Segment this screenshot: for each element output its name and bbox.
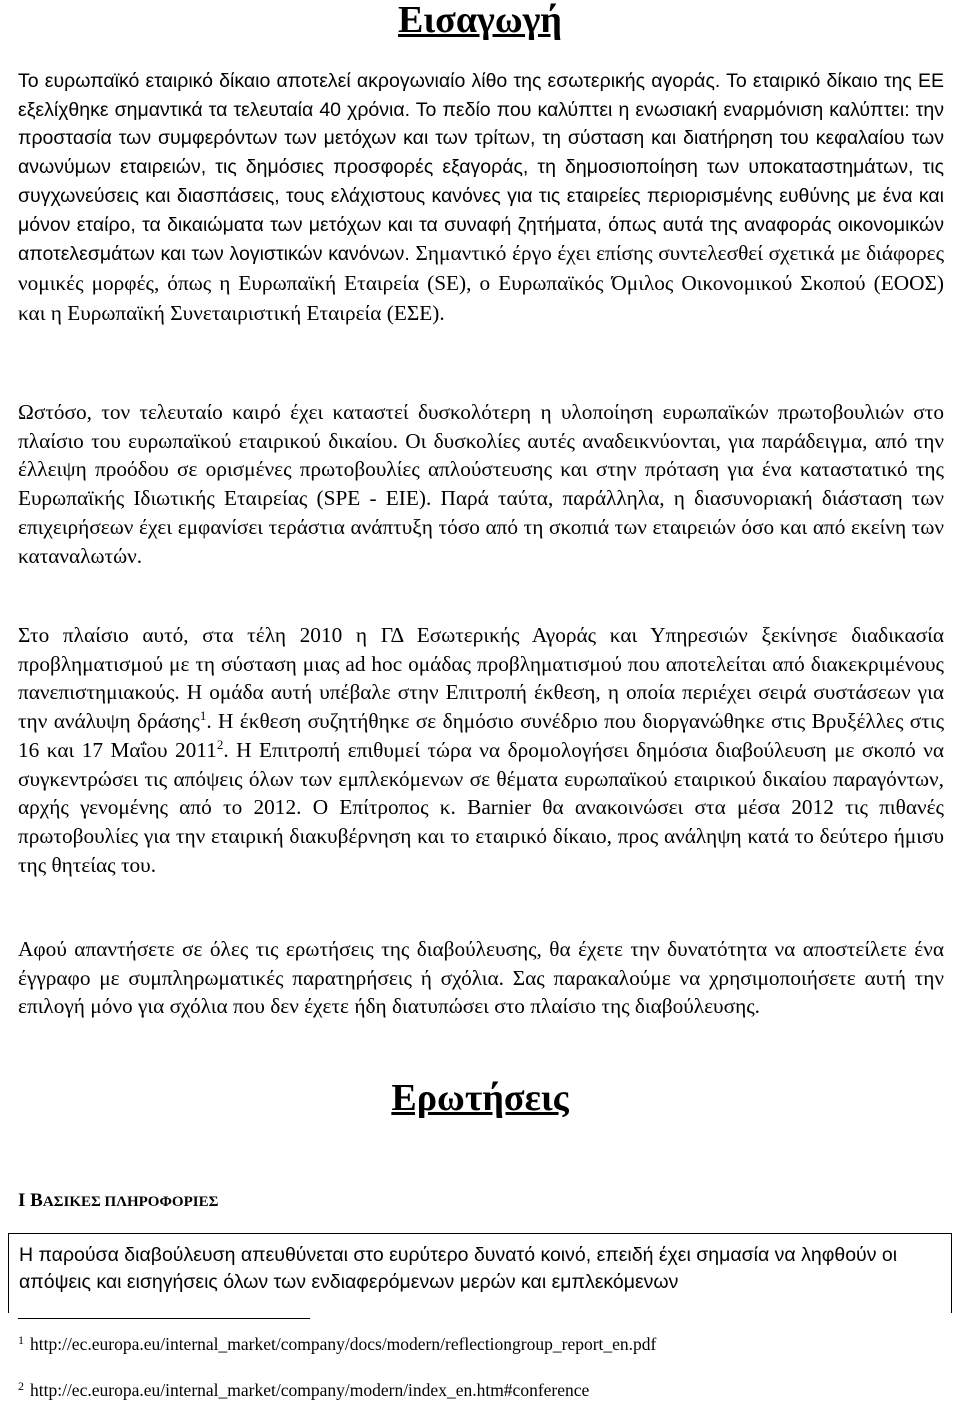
footnote-separator <box>18 1318 310 1319</box>
info-box-text: Η παρούσα διαβούλευση απευθύνεται στο ευρύτερο δυνατό κοινό, επειδή έχει σημασία να ληφθούν οι απόψεις και εισηγήσεις όλων των ενδιαφερόμενων μερών και εμπλεκόμενων <box>19 1244 898 1293</box>
section-number: I <box>18 1190 26 1211</box>
intro-paragraph-2-text-a: Ωστόσο, τον τελευταίο καιρό έχει καταστεί δυσκολότερη η υλοποίηση ευρωπαϊκών πρωτοβουλιών στο πλαίσιο του ευρωπαϊκού εταιρικού δικαίου. <box>18 400 944 453</box>
info-box <box>8 1233 952 1313</box>
intro-paragraph-1 <box>18 67 944 328</box>
intro-paragraph-2-text-b: Οι δυσκολίες αυτές αναδεικνύονται, για παράδειγμα, από την έλλειψη προόδου σε ορισμένες πρωτοβουλίες απλούστευσης και στην πρόταση για ένα καταστατικό της Ευρωπαϊκής Ιδιωτικής Εταιρείας (SPE - ΕΙΕ). Παρά ταύτα, παράλληλα, η διασυνοριακή διάσταση των επιχειρήσεων έχει εμφανίσει τεράστια ανάπτυξη τόσο από τη σκοπιά των εταιρειών όσο και από εκείνη των καταναλωτών. <box>18 428 944 568</box>
footnote-2-link[interactable]: http://ec.europa.eu/internal_market/company/modern/index_en.htm#conference <box>30 1380 590 1400</box>
intro-paragraph-3-text-a: Στο πλαίσιο αυτό, στα τέλη 2010 η ΓΔ Εσωτερικής Αγοράς και Υπηρεσιών ξεκίνησε διαδικασία προβληματισμού με τη σύσταση μιας ad hoc ομάδας προβληματισμού που αποτελείται από διακεκριμένους πανεπιστημιακούς. Η ομάδα αυτή υπέβαλε στην Επιτροπή έκθεση, η οποία περιέχει σειρά συστάσεων για την ανάλυψη δράσης <box>18 623 944 734</box>
intro-paragraph-1-text: Το ευρωπαϊκό εταιρικό δίκαιο αποτελεί ακρογωνιαίο λίθο της εσωτερικής αγοράς. Το εταιρικό δίκαιο της ΕΕ εξελίχθηκε σημαντικά τα τελευταία 40 χρόνια. Το πεδίο που καλύπτει η ενωσιακή εναρμόνιση καλύπτει: την προστασία των συμφερόντων των μετόχων και των τρίτων, τη σύσταση και διατήρηση του κεφαλαίου των ανωνύμων εταιρειών, τις δημόσιες προσφορές εξαγοράς, τη δημοσιοποίηση των υποκαταστημάτων, τις συγχωνεύσεις και διασπάσεις, τους ελάχιστους κανόνες για τις εταιρείες περιορισμένης ευθύνης με ένα και μόνον εταίρο, τα δικαιώματα των μετόχων και τα συναφή ζητήματα, όπως αυτά της αναφοράς οικονομικών αποτελεσμάτων και των λογιστικών κανόνων. <box>18 70 944 266</box>
footnote-ref-2: 2 <box>216 736 224 752</box>
footnote-1-number: 1 <box>18 1333 24 1347</box>
section-heading <box>18 1188 218 1215</box>
footnote-1-link[interactable]: http://ec.europa.eu/internal_market/company/docs/modern/reflectiongroup_report_en.pdf <box>30 1334 657 1354</box>
footnote-2 <box>18 1379 589 1401</box>
intro-paragraph-2 <box>18 398 944 570</box>
intro-paragraph-3-text-b: . Η έκθεση συζητήθηκε σε δημόσιο συνέδριο που διοργανώθηκε στις Βρυξέλλες στις 16 και 17 Μαΐου 2011 <box>18 709 945 762</box>
intro-paragraph-1-text-b: Σημαντικό έργο έχει επίσης συντελεσθεί σχετικά με διάφορες νομικές μορφές, όπως η Ευρωπαϊκή Εταιρεία (SE), ο Ευρωπαϊκός Όμιλος Οικονομικού Σκοπού (ΕΟΟΣ) και η Ευρωπαϊκή Συνεταιριστική Εταιρεία (ΕΣΕ). <box>18 241 944 325</box>
intro-paragraph-3 <box>18 621 944 879</box>
intro-heading: Εισαγωγή <box>398 0 562 41</box>
section-title-first-letter: Β <box>30 1190 43 1211</box>
section-title-rest: ΑΣΙΚΕΣ ΠΛΗΡΟΦΟΡΙΕΣ <box>42 1194 219 1210</box>
footnote-ref-1: 1 <box>199 708 207 724</box>
intro-paragraph-3-text-c: . Η Επιτροπή επιθυμεί τώρα να δρομολογήσει δημόσια διαβούλευση με σκοπό να συγκεντρώσει τις απόψεις όλων των εμπλεκόμενων σε θέματα ευρωπαϊκού εταιρικού δικαίου παραγόντων, αρχής γενομένης από το 2012. Ο Επίτροπος κ. Barnier θα ανακοινώσει στα μέσα 2012 τις πιθανές πρωτοβουλίες για την εταιρική διακυβέρνηση και το εταιρικό δίκαιο, προς ανάληψη κατά το δεύτερο ήμισυ της θητείας του. <box>18 737 944 877</box>
footnote-1 <box>18 1333 656 1355</box>
intro-paragraph-4: Αφού απαντήσετε σε όλες τις ερωτήσεις της διαβούλευσης, θα έχετε την δυνατότητα να αποστείλετε ένα έγγραφο με συμπληρωματικές παρατηρήσεις ή σχόλια. Σας παρακαλούμε να χρησιμοποιήσετε αυτή την επιλογή μόνο για σχόλια που δεν έχετε ήδη διατυπώσει στο πλαίσιο της διαβούλευσης. <box>18 937 944 1019</box>
questions-heading: Ερωτήσεις <box>391 1077 569 1119</box>
footnote-2-number: 2 <box>18 1379 24 1393</box>
